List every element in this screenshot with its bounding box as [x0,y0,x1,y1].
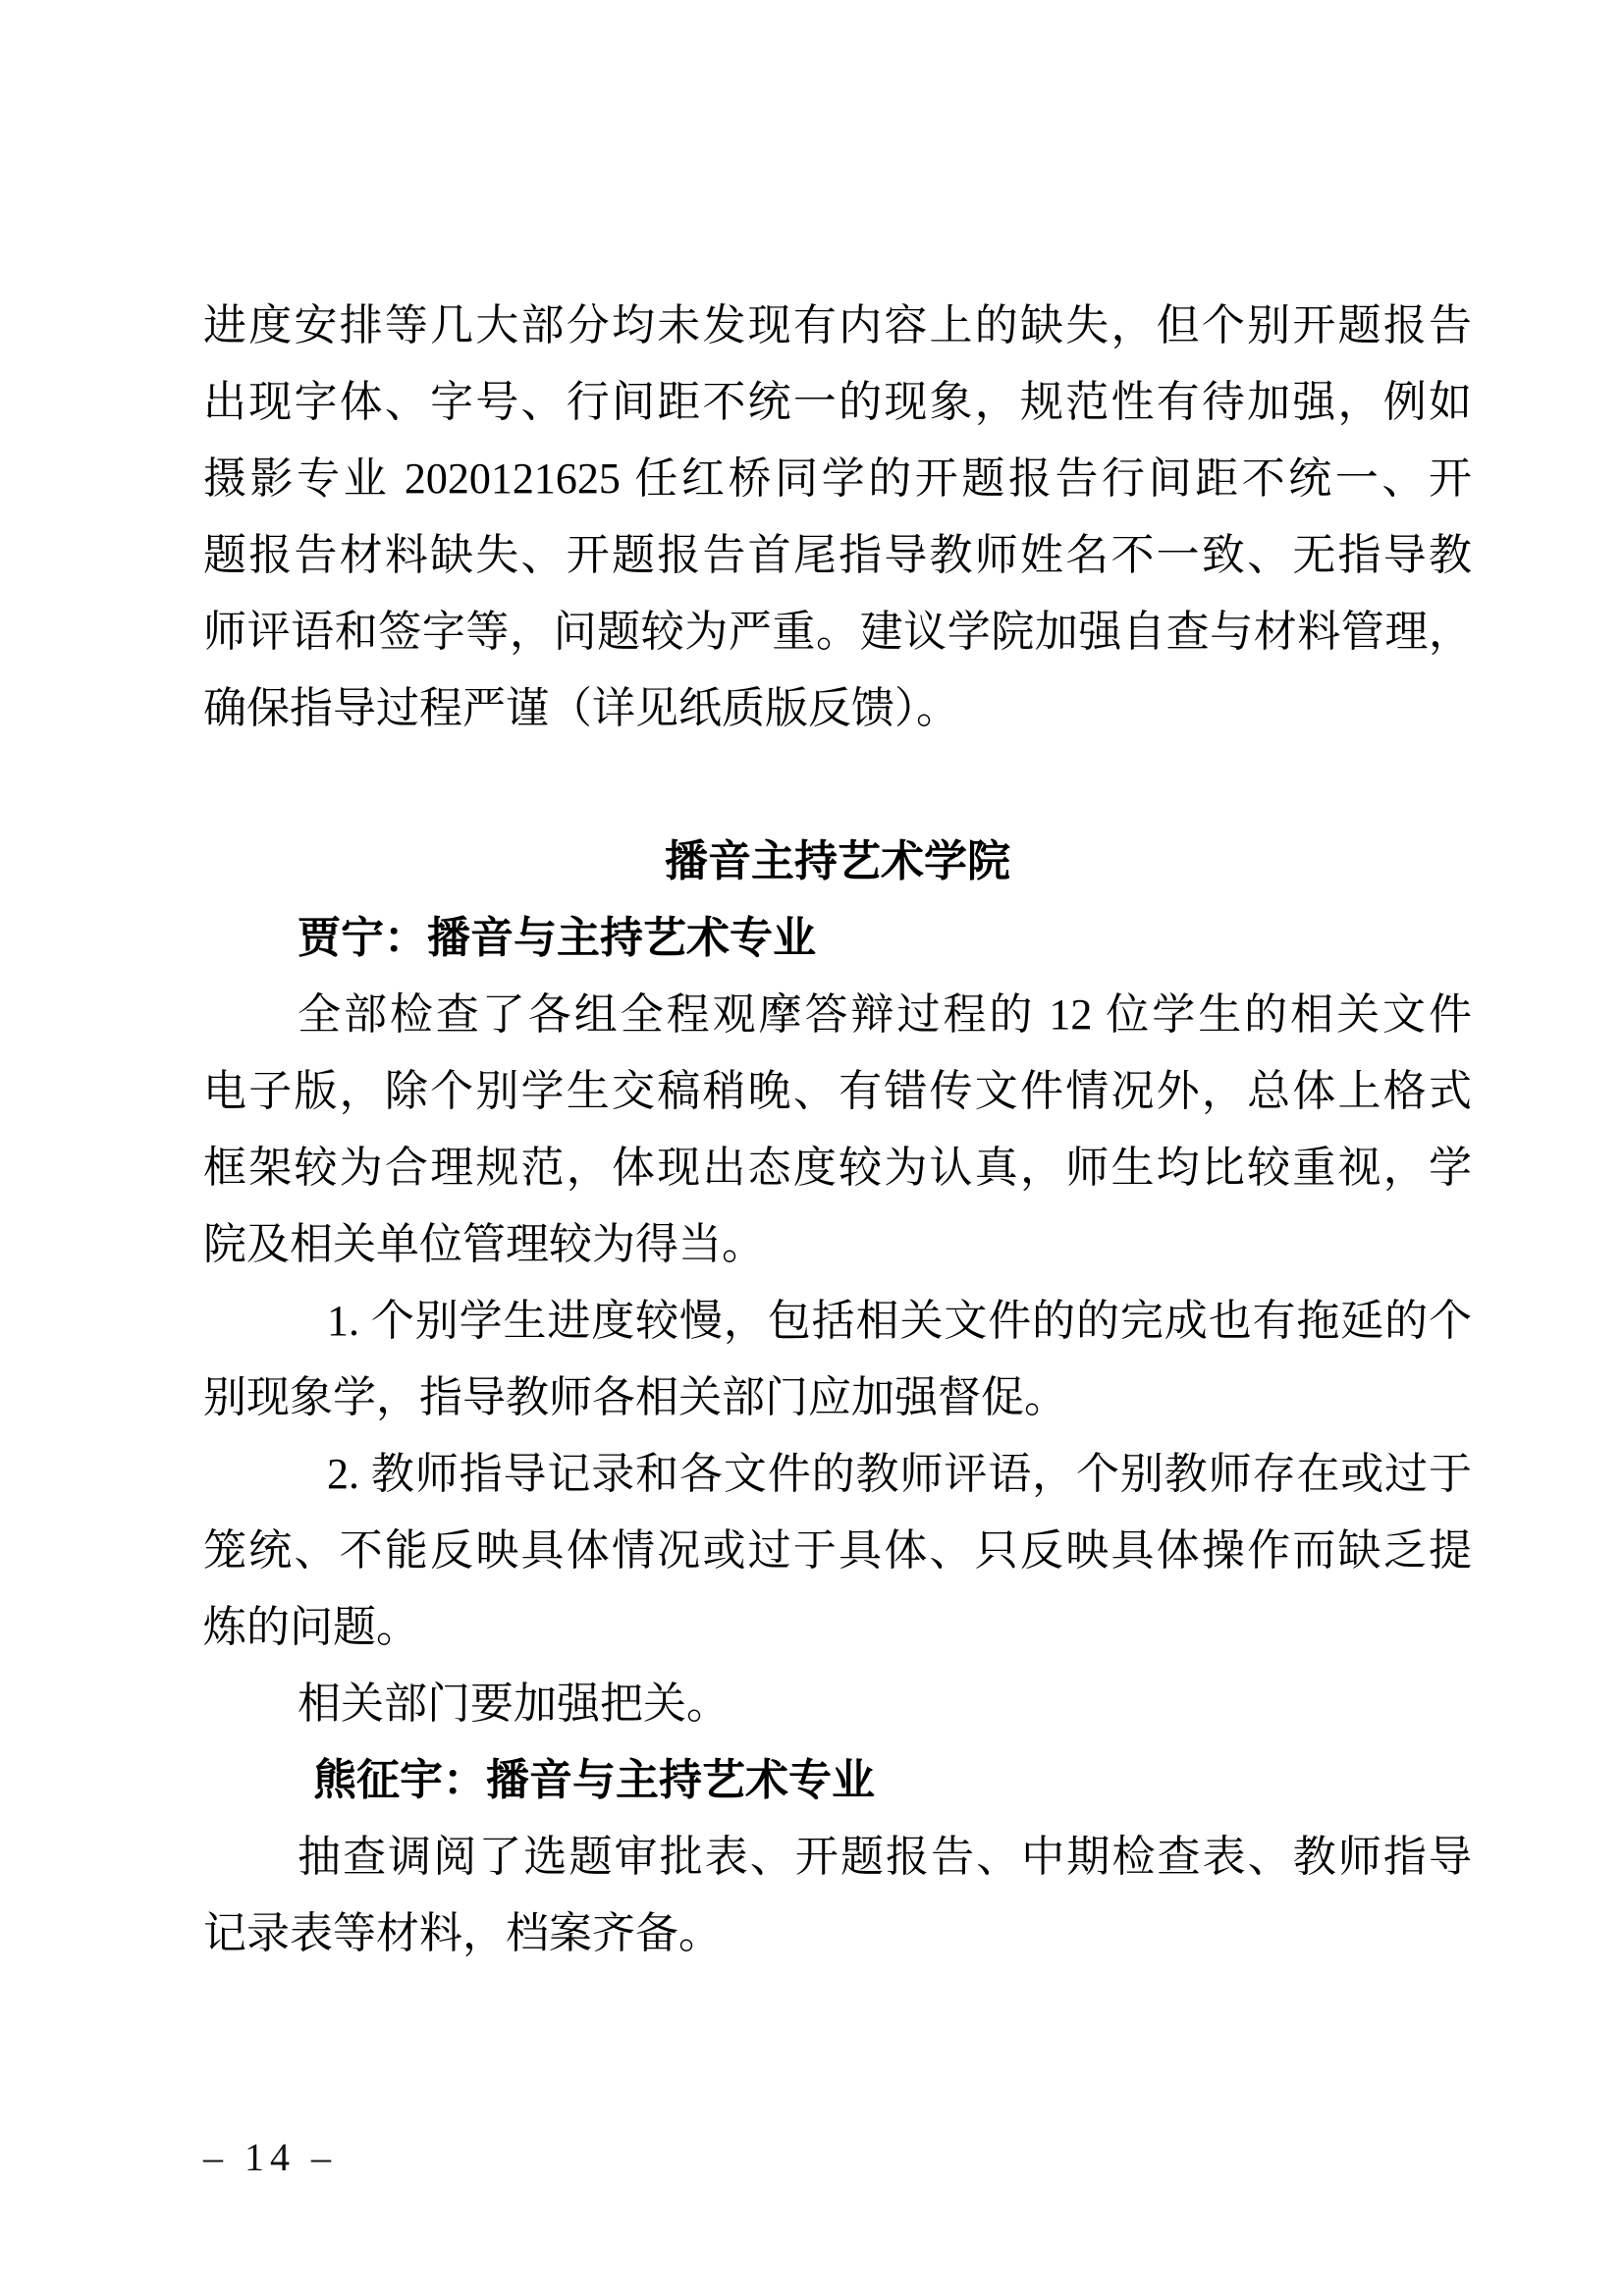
body-line: 摄影专业 2020121625 任红桥同学的开题报告行间距不统一、开 [203,454,1472,503]
advisor-heading-jianing: 贾宁：播音与主持艺术专业 [298,914,816,962]
advisor-heading-xiongzhengyu: 熊征宇：播音与主持艺术专业 [313,1756,875,1804]
body-line: 别现象学，指导教师各相关部门应加强督促。 [203,1373,1067,1421]
body-line: 题报告材料缺失、开题报告首尾指导教师姓名不一致、无指导教 [203,531,1472,579]
section-heading: 播音主持艺术学院 [665,837,1010,885]
body-line: 相关部门要加强把关。 [298,1680,730,1728]
blank-line [203,747,1472,824]
body-line: 笼统、不能反映具体情况或过于具体、只反映具体操作而缺乏提 [203,1526,1472,1575]
body-line: 抽查调阅了选题审批表、开题报告、中期检查表、教师指导 [298,1833,1472,1881]
numbered-item-line: 2. 教师指导记录和各文件的教师评语，个别教师存在或过于 [327,1450,1472,1498]
body-line: 炼的问题。 [203,1603,419,1651]
body-line: 框架较为合理规范，体现出态度较为认真，师生均比较重视，学 [203,1144,1472,1192]
body-line: 全部检查了各组全程观摩答辩过程的 12 位学生的相关文件 [298,990,1472,1039]
body-line: 电子版，除个别学生交稿稍晚、有错传文件情况外，总体上格式 [203,1067,1472,1115]
body-line: 进度安排等几大部分均未发现有内容上的缺失，但个别开题报告 [203,301,1472,349]
body-line: 确保指导过程严谨（详见纸质版反馈）。 [203,684,959,732]
body-line: 出现字体、字号、行间距不统一的现象，规范性有待加强，例如 [203,378,1472,426]
numbered-item-line: 1. 个别学生进度较慢，包括相关文件的的完成也有拖延的个 [327,1297,1472,1345]
body-line: 记录表等材料，档案齐备。 [203,1909,722,1957]
body-line: 院及相关单位管理较为得当。 [203,1220,765,1268]
page-number: – 14 – [203,2135,337,2179]
body-line: 师评语和签字等，问题较为严重。建议学院加强自查与材料管理， [203,608,1472,656]
text-block [203,288,1472,1972]
